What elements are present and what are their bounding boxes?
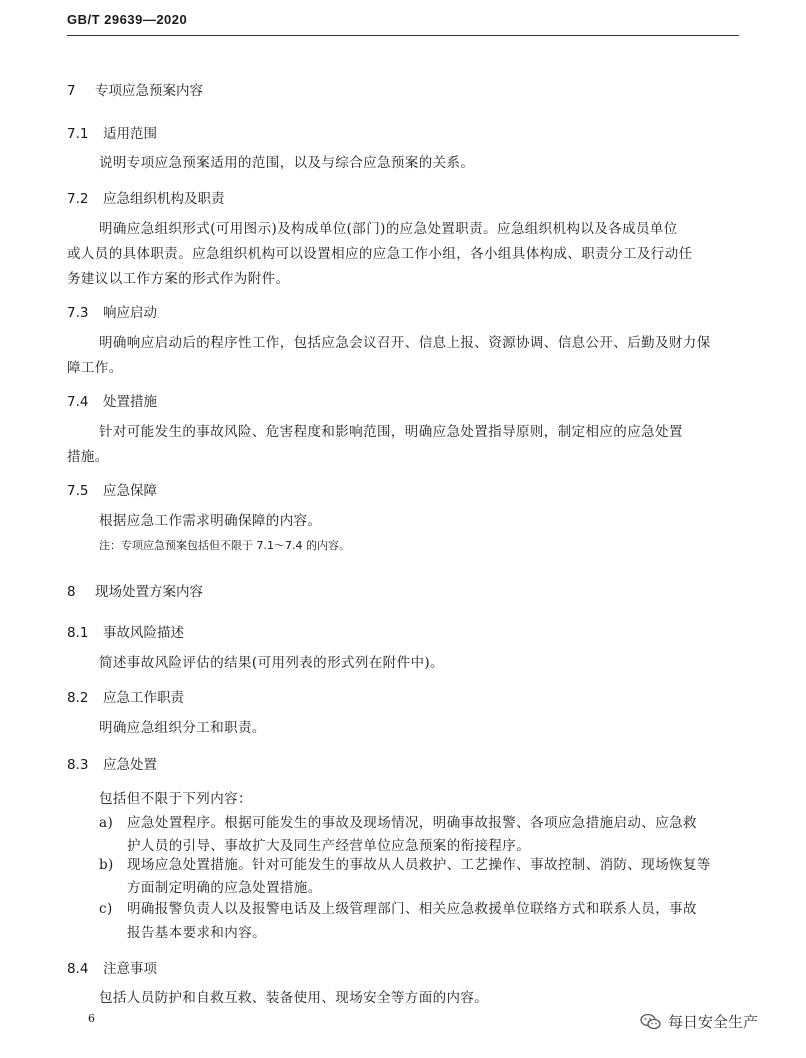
page-number: 6 bbox=[88, 1012, 95, 1025]
header-rule bbox=[67, 35, 739, 36]
section-7-2-heading: 7.2 应急组织机构及职责 bbox=[67, 191, 225, 207]
section-7-5-heading: 7.5 应急保障 bbox=[67, 483, 157, 499]
section-8-1-text: 简述事故风险评估的结果(可用列表的形式列在附件中)。 bbox=[99, 655, 444, 671]
section-7-5-text: 根据应急工作需求明确保障的内容。 bbox=[99, 513, 322, 529]
list-item-continuation: 方面制定明确的应急处置措施。 bbox=[127, 880, 322, 896]
list-item: c) 明确报警负责人以及报警电话及上级管理部门、相关应急救援单位联络方式和联系人员，事故 bbox=[99, 901, 697, 917]
section-7-2-line: 或人员的具体职责。应急组织机构可以设置相应的应急工作小组，各小组具体构成、职责分工及行动任 bbox=[67, 246, 693, 262]
section-7-4-heading: 7.4 处置措施 bbox=[67, 394, 157, 410]
wechat-icon bbox=[640, 1013, 662, 1031]
section-8-3-heading: 8.3 应急处置 bbox=[67, 757, 157, 773]
section-7-5-note: 注：专项应急预案包括但不限于 7.1～7.4 的内容。 bbox=[99, 539, 350, 552]
section-7-2-line: 务建议以工作方案的形式作为附件。 bbox=[67, 271, 290, 287]
section-7-2-line: 明确应急组织形式(可用图示)及构成单位(部门)的应急处置职责。应急组织机构以及各成员单位 bbox=[99, 221, 678, 237]
section-7-3-line: 明确响应启动后的程序性工作，包括应急会议召开、信息上报、资源协调、信息公开、后勤及财力保 bbox=[99, 335, 711, 351]
watermark bbox=[640, 1011, 758, 1032]
list-item: a) 应急处置程序。根据可能发生的事故及现场情况，明确事故报警、各项应急措施启动、应急救 bbox=[99, 815, 697, 831]
section-8-heading: 8 现场处置方案内容 bbox=[67, 584, 203, 600]
section-7-heading: 7 专项应急预案内容 bbox=[67, 83, 203, 99]
section-7-3-line: 障工作。 bbox=[67, 360, 123, 376]
section-8-2-text: 明确应急组织分工和职责。 bbox=[99, 720, 266, 736]
section-8-3-intro: 包括但不限于下列内容： bbox=[99, 791, 252, 807]
section-7-3-heading: 7.3 响应启动 bbox=[67, 305, 157, 321]
section-7-1-heading: 7.1 适用范围 bbox=[67, 126, 157, 142]
list-item-continuation: 护人员的引导、事故扩大及同生产经营单位应急预案的衔接程序。 bbox=[127, 838, 531, 854]
watermark-text: 每日安全生产 bbox=[668, 1013, 759, 1031]
section-8-2-heading: 8.2 应急工作职责 bbox=[67, 690, 184, 706]
section-8-4-heading: 8.4 注意事项 bbox=[67, 961, 157, 977]
list-item: b) 现场应急处置措施。针对可能发生的事故从人员救护、工艺操作、事故控制、消防、现场恢复等 bbox=[99, 857, 711, 873]
section-8-1-heading: 8.1 事故风险描述 bbox=[67, 625, 184, 641]
section-7-4-line: 措施。 bbox=[67, 449, 109, 465]
section-7-1-text: 说明专项应急预案适用的范围，以及与综合应急预案的关系。 bbox=[99, 155, 475, 171]
list-item-continuation: 报告基本要求和内容。 bbox=[127, 925, 266, 941]
section-7-4-line: 针对可能发生的事故风险、危害程度和影响范围，明确应急处置指导原则，制定相应的应急处置 bbox=[99, 424, 683, 440]
section-8-4-text: 包括人员防护和自救互救、装备使用、现场安全等方面的内容。 bbox=[99, 990, 489, 1006]
standard-header: GB/T 29639—2020 bbox=[67, 12, 188, 27]
